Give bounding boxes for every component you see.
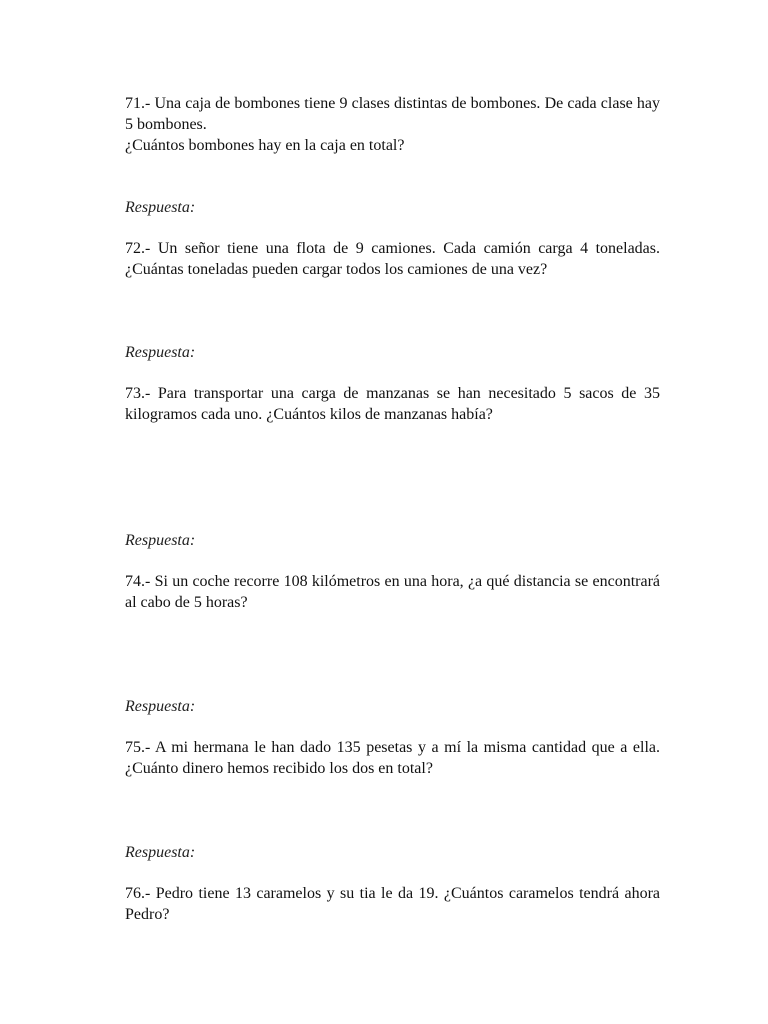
- problem-72: 72.- Un señor tiene una flota de 9 camiones. Cada camión carga 4 toneladas. ¿Cuántas toneladas pueden cargar todos los camiones de una vez?: [125, 240, 660, 278]
- answer-label-74: Respuesta:: [125, 698, 196, 715]
- answer-label-73: Respuesta:: [125, 532, 196, 549]
- answer-label-75: Respuesta:: [125, 844, 196, 861]
- problem-71: [125, 93, 660, 156]
- answer-label-72: Respuesta:: [125, 344, 196, 361]
- problem-71-text: 71.- Una caja de bombones tiene 9 clases distintas de bombones. De cada clase hay 5 bombones.: [125, 95, 660, 133]
- problem-75: 75.- A mi hermana le han dado 135 pesetas y a mí la misma cantidad que a ella. ¿Cuánto dinero hemos recibido los dos en total?: [125, 739, 660, 777]
- answer-label-71: Respuesta:: [125, 199, 196, 216]
- problem-74: 74.- Si un coche recorre 108 kilómetros en una hora, ¿a qué distancia se encontrará al cabo de 5 horas?: [125, 573, 660, 611]
- problem-73: 73.- Para transportar una carga de manzanas se han necesitado 5 sacos de 35 kilogramos cada uno. ¿Cuántos kilos de manzanas había?: [125, 385, 660, 423]
- problem-71-question: ¿Cuántos bombones hay en la caja en total?: [125, 137, 405, 154]
- problem-76: 76.- Pedro tiene 13 caramelos y su tia le da 19. ¿Cuántos caramelos tendrá ahora Pedro?: [125, 885, 660, 923]
